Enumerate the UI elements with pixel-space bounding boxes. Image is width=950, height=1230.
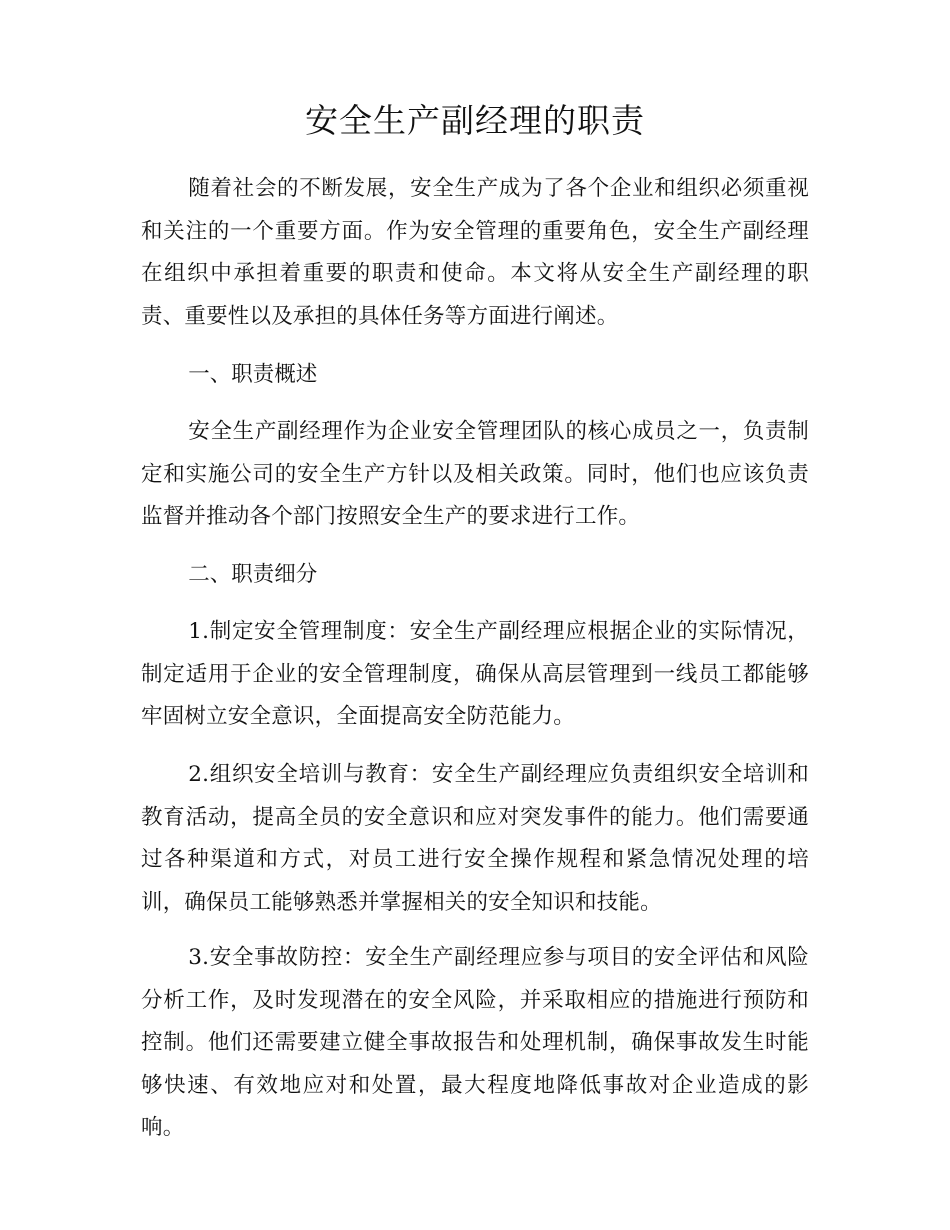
document-title: 安全生产副经理的职责 — [305, 101, 645, 140]
duty-item-3: 3.安全事故防控：安全生产副经理应参与项目的安全评估和风险分析工作，及时发现潜在的安全风险，并采取相应的措施进行预防和控制。他们还需要建立健全事故报告和处理机制，确保事故发生时能够快速、有效地应对和处置，最大程度地降低事故对企业造成的影响。 — [141, 945, 809, 1140]
section-heading-details: 二、职责细分 — [188, 562, 318, 587]
section-heading-overview: 一、职责概述 — [188, 362, 318, 387]
intro-paragraph: 随着社会的不断发展，安全生产成为了各个企业和组织必须重视和关注的一个重要方面。作为安全管理的重要角色，安全生产副经理在组织中承担着重要的职责和使命。本文将从安全生产副经理的职责、重要性以及承担的具体任务等方面进行阐述。 — [141, 176, 809, 329]
overview-paragraph: 安全生产副经理作为企业安全管理团队的核心成员之一，负责制定和实施公司的安全生产方针以及相关政策。同时，他们也应该负责监督并推动各个部门按照安全生产的要求进行工作。 — [141, 419, 809, 529]
duty-item-2: 2.组织安全培训与教育：安全生产副经理应负责组织安全培训和教育活动，提高全员的安全意识和应对突发事件的能力。他们需要通过各种渠道和方式，对员工进行安全操作规程和紧急情况处理的培训，确保员工能够熟悉并掌握相关的安全知识和技能。 — [141, 762, 809, 915]
duty-item-1: 1.制定安全管理制度：安全生产副经理应根据企业的实际情况，制定适用于企业的安全管理制度，确保从高层管理到一线员工都能够牢固树立安全意识，全面提高安全防范能力。 — [141, 619, 809, 729]
